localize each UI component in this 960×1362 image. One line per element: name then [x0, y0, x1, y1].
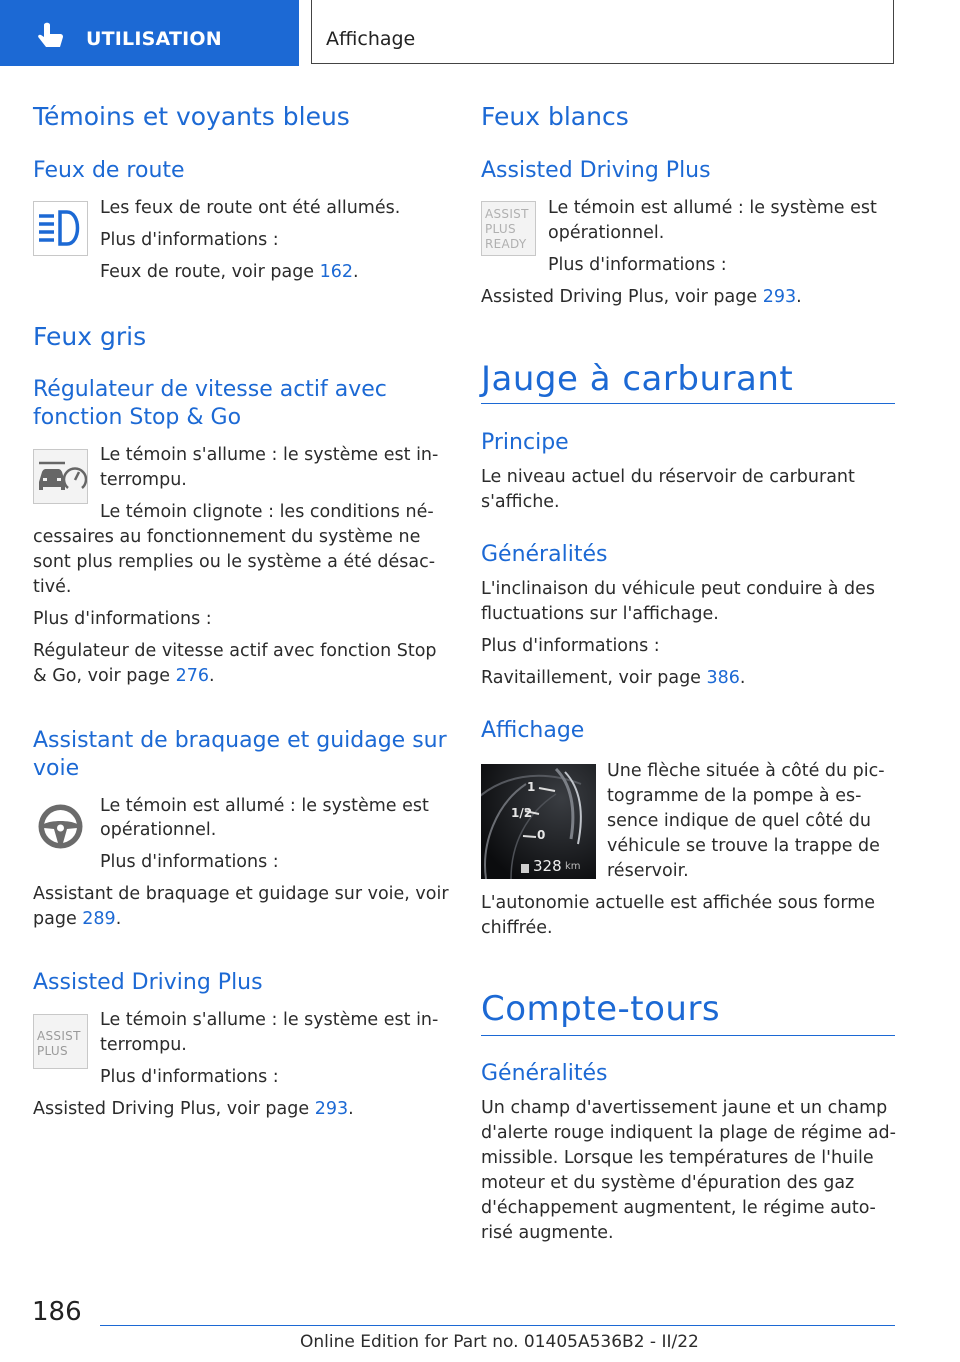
grey-lights-title: Feux gris [33, 322, 147, 351]
adp-right-text-line1: Le témoin est allumé : le système est [548, 198, 877, 218]
page-link-293[interactable]: 293 [314, 1099, 349, 1119]
acc-ref-line1: Régulateur de vitesse actif avec fonction Stop [33, 641, 437, 661]
page-number: 186 [32, 1297, 82, 1327]
tach-line1: Un champ d'avertissement jaune et un champ [481, 1098, 888, 1118]
fuel-gauge-title: Jauge à carburant [481, 359, 794, 399]
tach-line3: missible. Lorsque les températures de l'huile [481, 1148, 874, 1168]
adp-left-ref: Assisted Driving Plus, voir page 293. [33, 1099, 354, 1119]
steering-text-line1: Le témoin est allumé : le système est [100, 796, 429, 816]
acc-text2-line3: sont plus remplies ou le système a été désac‐ [33, 552, 436, 572]
display-title: Affichage [481, 718, 585, 743]
tach-line4: moteur et du système d'épuration des gaz [481, 1173, 855, 1193]
assist-plus-ready-icon: ASSIST PLUS READY [481, 201, 536, 256]
page-header [311, 0, 894, 64]
adp-right-more: Plus d'informations : [548, 255, 727, 275]
principle-line2: s'affiche. [481, 492, 560, 512]
high-beam-more: Plus d'informations : [100, 230, 279, 250]
page-label: Affichage [326, 28, 416, 50]
principle-line1: Le niveau actuel du réservoir de carburant [481, 467, 855, 487]
high-beam-icon [33, 201, 88, 256]
gauge-empty-label: 0 [537, 828, 546, 842]
footer-rule [100, 1325, 895, 1326]
general-more: Plus d'informations : [481, 636, 660, 656]
blue-lights-title: Témoins et voyants bleus [33, 102, 350, 131]
steering-wheel-icon [33, 799, 88, 854]
adp-left-title: Assisted Driving Plus [33, 970, 263, 995]
display-line1: Une flèche située à côté du pic‐ [607, 761, 885, 781]
acc-text2-line1: Le témoin clignote : les conditions né‐ [100, 502, 434, 522]
page-link-162[interactable]: 162 [319, 262, 354, 282]
acc-text1-line2: terrompu. [100, 470, 187, 490]
display-line7: chiffrée. [481, 918, 553, 938]
adp-right-ref: Assisted Driving Plus, voir page 293. [481, 287, 802, 307]
fuel-gauge-image [481, 764, 596, 879]
steering-title-line1: Assistant de braquage et guidage sur [33, 728, 447, 753]
adp-left-text-line1: Le témoin s'allume : le système est in‐ [100, 1010, 439, 1030]
acc-text2-line2: cessaires au fonctionnement du système ne [33, 527, 421, 547]
general-line1: L'inclinaison du véhicule peut conduire à des [481, 579, 876, 599]
general-line2: fluctuations sur l'affichage. [481, 604, 719, 624]
acc-text1-line1: Le témoin s'allume : le système est in‐ [100, 445, 439, 465]
general-title: Généralités [481, 542, 608, 567]
page-link-289[interactable]: 289 [82, 909, 116, 929]
tach-line5: d'échappement augmentent, le régime auto‐ [481, 1198, 876, 1218]
tach-line2: d'alerte rouge indiquent la plage de régime ad‐ [481, 1123, 896, 1143]
display-line2: togramme de la pompe à es‐ [607, 786, 862, 806]
acc-car-icon [33, 449, 88, 504]
general-ref: Ravitaillement, voir page 386. [481, 668, 746, 688]
steering-title-line2: voie [33, 756, 80, 781]
display-line3: sence indique de quel côté du [607, 811, 871, 831]
gauge-full-label: 1 [527, 780, 536, 794]
tach-line6: risé augmente. [481, 1223, 614, 1243]
adp-left-more: Plus d'informations : [100, 1067, 279, 1087]
page-link-386[interactable]: 386 [706, 668, 740, 688]
high-beam-text: Les feux de route ont été allumés. [100, 198, 401, 218]
acc-text2-line4: tivé. [33, 577, 72, 597]
display-line6: L'autonomie actuelle est affichée sous forme [481, 893, 876, 913]
range-value: 328 [533, 857, 562, 875]
assist-plus-icon: ASSIST PLUS [33, 1014, 88, 1069]
acc-ref-line2: & Go, voir page 276. [33, 666, 215, 686]
tachometer-title: Compte-tours [481, 989, 721, 1029]
steering-ref-line1: Assistant de braquage et guidage sur voie, voir [33, 884, 449, 904]
tach-general-title: Généralités [481, 1061, 608, 1086]
range-unit: km [565, 861, 581, 872]
acc-title-line1: Régulateur de vitesse actif avec [33, 377, 387, 402]
steering-text-line2: opérationnel. [100, 820, 217, 840]
acc-title-line2: fonction Stop & Go [33, 405, 242, 430]
high-beam-ref: Feux de route, voir page 162. [100, 262, 359, 282]
page-link-276[interactable]: 276 [175, 666, 209, 686]
fuel-title-rule [481, 403, 895, 404]
adp-right-title: Assisted Driving Plus [481, 158, 711, 183]
section-tab[interactable] [0, 0, 299, 66]
footer-edition: Online Edition for Part no. 01405A536B2 - II/22 [300, 1332, 699, 1352]
high-beam-title: Feux de route [33, 158, 185, 183]
adp-right-text-line2: opérationnel. [548, 223, 665, 243]
hand-pointer-icon [36, 22, 66, 50]
gauge-half-label: 1/2 [511, 806, 533, 820]
steering-ref-line2: page 289. [33, 909, 122, 929]
steering-more: Plus d'informations : [100, 852, 279, 872]
page-link-293[interactable]: 293 [762, 287, 797, 307]
display-line4: véhicule se trouve la trappe de [607, 836, 880, 856]
adp-left-text-line2: terrompu. [100, 1035, 187, 1055]
acc-more: Plus d'informations : [33, 609, 212, 629]
principle-title: Principe [481, 430, 569, 455]
tach-title-rule [481, 1035, 895, 1036]
white-lights-title: Feux blancs [481, 102, 629, 131]
display-line5: réservoir. [607, 861, 689, 881]
section-label: UTILISATION [86, 28, 222, 50]
